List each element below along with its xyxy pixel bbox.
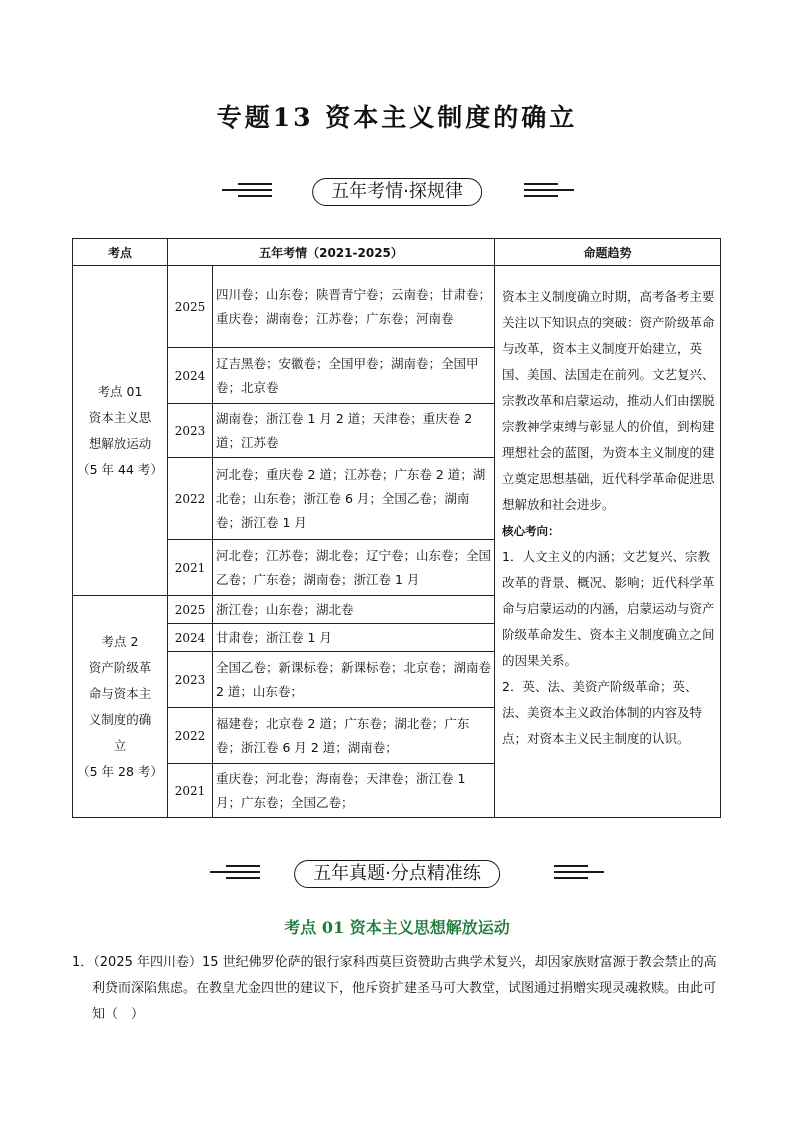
exam-list-cell: 重庆卷；河北卷；海南卷；天津卷；浙江卷 1 月；广东卷；全国乙卷； bbox=[213, 764, 495, 818]
kaodian-1-line: 资本主义思 bbox=[88, 409, 152, 425]
exam-list-cell: 全国乙卷；新课标卷；新课标卷；北京卷；湖南卷 2 道；山东卷； bbox=[213, 652, 495, 708]
year-cell: 2021 bbox=[168, 540, 213, 596]
header-kaodian: 考点 bbox=[73, 239, 168, 266]
banner-label: 五年真题·分点精准练 bbox=[294, 860, 500, 888]
kaodian-1-line: 考点 01 bbox=[97, 383, 143, 399]
page-title: 专题13 资本主义制度的确立 bbox=[216, 103, 578, 132]
trend-point-1: 1．人文主义的内涵；文艺复兴、宗教改革的背景、概况、影响；近代科学革命与启蒙运动的内涵，启蒙运动与资产阶级革命发生、资本主义制度确立之间的因果关系。 bbox=[502, 549, 715, 668]
table-header-row bbox=[73, 239, 721, 266]
year-cell: 2024 bbox=[168, 348, 213, 404]
year-cell: 2021 bbox=[168, 764, 213, 818]
exam-list-cell: 四川卷；山东卷；陕晋青宁卷；云南卷；甘肃卷；重庆卷；湖南卷；江苏卷；广东卷；河南卷 bbox=[213, 266, 495, 348]
kaodian-1-line: （5 年 44 考） bbox=[77, 461, 163, 477]
question-number: 1． bbox=[72, 955, 94, 970]
kaodian-2-line: 命与资本主 bbox=[88, 685, 152, 701]
trend-cell bbox=[495, 266, 721, 818]
year-cell: 2025 bbox=[168, 596, 213, 624]
exam-list-cell: 河北卷；重庆卷 2 道；江苏卷；广东卷 2 道；湖北卷；山东卷；浙江卷 6 月；全国乙卷；湖南卷；浙江卷 1 月 bbox=[213, 458, 495, 540]
banner-right-lines-icon bbox=[524, 183, 574, 201]
exam-list-cell: 浙江卷；山东卷；湖北卷 bbox=[213, 596, 495, 624]
header-five-year: 五年考情（2021-2025） bbox=[168, 239, 495, 266]
year-cell: 2024 bbox=[168, 624, 213, 652]
year-cell: 2023 bbox=[168, 404, 213, 458]
exam-list-cell: 河北卷；江苏卷；湖北卷；辽宁卷；山东卷；全国乙卷；广东卷；湖南卷；浙江卷 1 月 bbox=[213, 540, 495, 596]
year-cell: 2022 bbox=[168, 458, 213, 540]
kaodian-1-cell bbox=[73, 266, 168, 596]
banner-left-lines-icon bbox=[222, 183, 272, 201]
exam-trend-table bbox=[72, 238, 721, 818]
section-banner-practice bbox=[0, 860, 794, 890]
banner-label: 五年考情·探规律 bbox=[312, 178, 482, 206]
kaodian-2-line: 资产阶级革 bbox=[88, 659, 152, 675]
kaodian-2-line: （5 年 28 考） bbox=[77, 763, 163, 779]
core-direction-label: 核心考向： bbox=[502, 524, 560, 538]
year-cell: 2022 bbox=[168, 708, 213, 764]
banner-left-lines-icon bbox=[210, 865, 260, 883]
header-trend: 命题趋势 bbox=[495, 239, 721, 266]
kaodian-2-line: 义制度的确 bbox=[88, 711, 152, 727]
banner-right-lines-icon bbox=[554, 865, 604, 883]
table-row bbox=[73, 266, 721, 348]
year-cell: 2023 bbox=[168, 652, 213, 708]
kaodian-1-line: 想解放运动 bbox=[88, 435, 152, 451]
exam-list-cell: 甘肃卷；浙江卷 1 月 bbox=[213, 624, 495, 652]
trend-point-2: 2．英、法、美资产阶级革命；英、法、美资本主义政治体制的内容及特点；对资本主义民主制度的认识。 bbox=[502, 679, 703, 746]
exam-list-cell: 福建卷；北京卷 2 道；广东卷；湖北卷；广东卷；浙江卷 6 月 2 道；湖南卷； bbox=[213, 708, 495, 764]
kaodian-2-line: 立 bbox=[113, 737, 127, 753]
kaodian-2-cell bbox=[73, 596, 168, 818]
question-text: （2025 年四川卷）15 世纪佛罗伦萨的银行家科西莫巨资赞助古典学术复兴，却因家族财富源于教会禁止的高利贷而深陷焦虑。在教皇尤金四世的建议下，他斥资扩建圣马可大教堂，试图通过捐赠实现灵魂救赎。由此可知（ ） bbox=[92, 955, 717, 1022]
exam-list-cell: 湖南卷；浙江卷 1 月 2 道；天津卷；重庆卷 2 道；江苏卷 bbox=[213, 404, 495, 458]
section-banner-trends bbox=[0, 178, 794, 208]
exam-list-cell: 辽吉黑卷；安徽卷；全国甲卷；湖南卷；全国甲卷；北京卷 bbox=[213, 348, 495, 404]
kaodian-2-line: 考点 2 bbox=[101, 633, 139, 649]
trend-intro: 资本主义制度确立时期，高考备考主要关注以下知识点的突破：资产阶级革命与改革，资本主义制度开始建立，英国、美国、法国走在前列。文艺复兴、宗教改革和启蒙运动，推动人们由摆脱宗教神学束缚与彰显人的价值，到构建理想社会的蓝图，为资本主义制度的建立奠定思想基础，近代科学革命促进思想解放和社会进步。 bbox=[502, 289, 715, 512]
year-cell: 2025 bbox=[168, 266, 213, 348]
section-heading: 考点 01 资本主义思想解放运动 bbox=[284, 918, 510, 937]
question-item bbox=[72, 950, 724, 1028]
